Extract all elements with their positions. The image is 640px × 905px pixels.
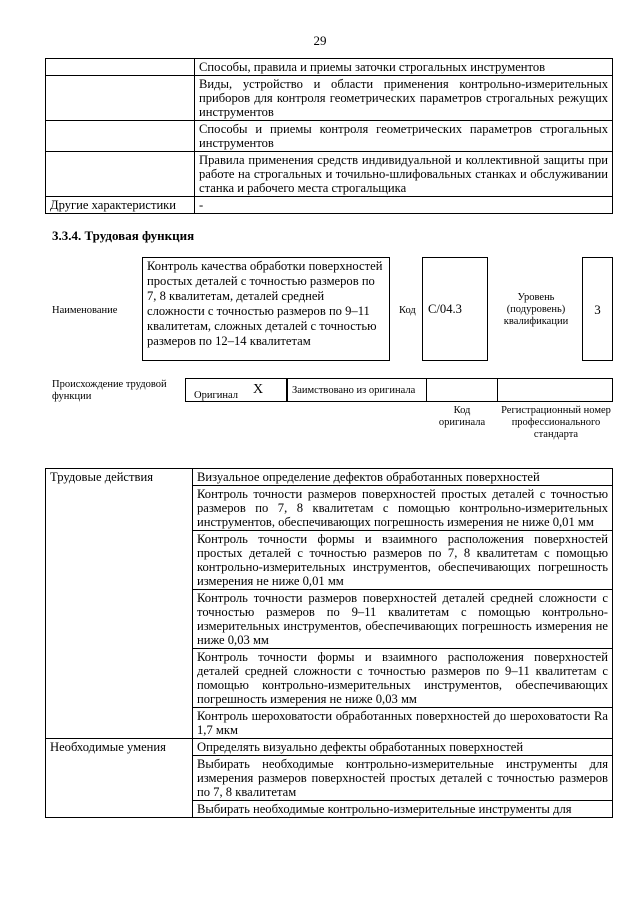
original-label-cell bbox=[185, 378, 253, 402]
table-cell-right: Способы, правила и приемы заточки строгальных инструментов bbox=[195, 59, 613, 76]
knowledge-table-continuation bbox=[45, 58, 613, 214]
table-row bbox=[46, 59, 613, 76]
function-name-value: Контроль качества обработки поверхностей простых деталей с точностью размеров по 7, 8 квалитетам, деталей средней сложности с точностью размеров по 9–11 квалитетам, сложных деталей с точностью размеров по 12–14 квалитетам bbox=[147, 259, 383, 348]
table-cell-left bbox=[46, 121, 195, 152]
table-row bbox=[46, 121, 613, 152]
code-label: Код bbox=[399, 305, 416, 316]
table-row bbox=[46, 152, 613, 197]
table-cell-left bbox=[46, 76, 195, 121]
table-cell-left bbox=[46, 152, 195, 197]
code-value: С/04.3 bbox=[428, 302, 462, 316]
action-item: Контроль точности размеров поверхностей деталей средней сложности с точностью размеров по 9–11 квалитетам с помощью контрольно-измерительных инструментов, обеспечивающих погрешность измерения не ниже 0,03 мм bbox=[193, 590, 613, 649]
other-characteristics-label: Другие характеристики bbox=[46, 197, 195, 214]
skill-item: Определять визуально дефекты обработанных поверхностей bbox=[193, 739, 613, 756]
table-row bbox=[46, 739, 613, 756]
section-heading: 3.3.4. Трудовая функция bbox=[52, 228, 195, 243]
action-item: Визуальное определение дефектов обработанных поверхностей bbox=[193, 469, 613, 486]
original-mark-cell bbox=[253, 378, 287, 402]
reg-caption: Регистрационный номер профессионального стандарта bbox=[501, 405, 611, 440]
table-row bbox=[46, 197, 613, 214]
origin-label: Происхождение трудовой функции bbox=[52, 379, 167, 402]
table-cell-right: Виды, устройство и области применения контрольно-измерительных приборов для контроля геометрических параметров строгальных режущих инструментов bbox=[195, 76, 613, 121]
action-item: Контроль шероховатости обработанных поверхностей до шероховатости Ra 1,7 мкм bbox=[193, 708, 613, 739]
table-cell-left bbox=[46, 59, 195, 76]
name-label: Наименование bbox=[52, 305, 118, 316]
code-box bbox=[422, 257, 488, 361]
table-row bbox=[46, 76, 613, 121]
action-item: Контроль точности формы и взаимного расположения поверхностей деталей средней сложности с точностью размеров по 9–11 квалитетам с помощью контрольно-измерительных инструментов, обеспечивающих погрешность измерения не ниже 0,03 мм bbox=[193, 649, 613, 708]
original-label: Оригинал bbox=[194, 390, 238, 401]
table-row bbox=[46, 469, 613, 486]
borrowed-cell bbox=[287, 378, 427, 402]
table-cell-right: Способы и приемы контроля геометрических параметров строгальных инструментов bbox=[195, 121, 613, 152]
skill-item: Выбирать необходимые контрольно-измерительные инструменты для bbox=[193, 801, 613, 818]
skill-item: Выбирать необходимые контрольно-измерительные инструменты для измерения размеров поверхностей простых деталей с точностью размеров по 7, 8 квалитетам bbox=[193, 756, 613, 801]
labor-actions-table bbox=[45, 468, 613, 818]
origin-reg-cell bbox=[497, 378, 613, 402]
level-value: 3 bbox=[594, 302, 601, 317]
page-number: 29 bbox=[313, 33, 327, 48]
level-label: Уровень (подуровень) квалификации bbox=[503, 292, 569, 327]
code-caption: Код оригинала bbox=[438, 405, 486, 428]
origin-code-cell bbox=[426, 378, 498, 402]
other-characteristics-value: - bbox=[195, 197, 613, 214]
action-item: Контроль точности формы и взаимного расположения поверхностей простых деталей с точностью размеров по 7, 8 квалитетам с помощью контрольно-измерительных инструментов, обеспечивающих погрешность измерения не ниже 0,01 мм bbox=[193, 531, 613, 590]
actions-label: Трудовые действия bbox=[46, 469, 193, 739]
function-name-box bbox=[142, 257, 390, 361]
borrowed-label: Заимствовано из оригинала bbox=[292, 385, 416, 396]
original-mark: X bbox=[253, 382, 264, 397]
level-box bbox=[582, 257, 613, 361]
table-cell-right: Правила применения средств индивидуальной и коллективной защиты при работе на строгальных и точильно-шлифовальных станках и обслуживании станка и рабочего места строгальщика bbox=[195, 152, 613, 197]
action-item: Контроль точности размеров поверхностей простых деталей с точностью размеров по 7, 8 квалитетам с помощью контрольно-измерительных инструментов, обеспечивающих погрешность измерения не ниже 0,01 мм bbox=[193, 486, 613, 531]
skills-label: Необходимые умения bbox=[46, 739, 193, 818]
